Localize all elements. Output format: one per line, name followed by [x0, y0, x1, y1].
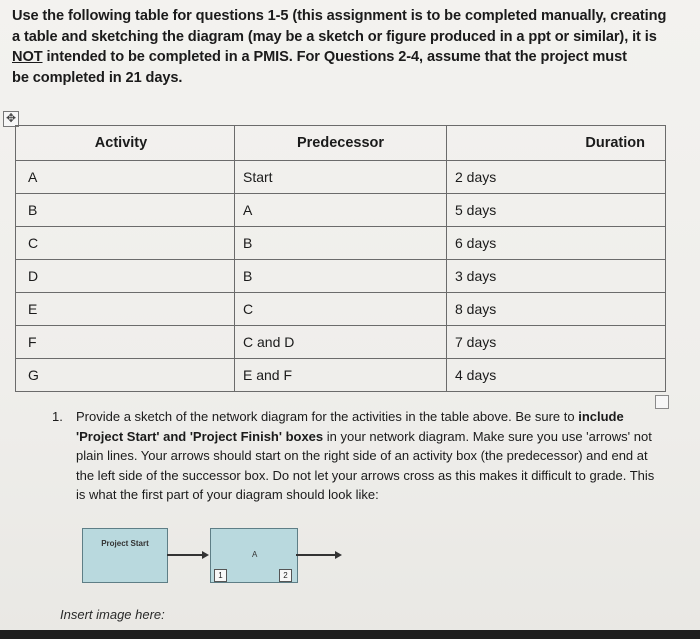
- screen-bottom-edge: [0, 630, 700, 639]
- cell-predecessor[interactable]: B: [235, 227, 447, 260]
- table-row: [16, 227, 666, 260]
- cell-activity[interactable]: G: [16, 359, 235, 392]
- cell-activity[interactable]: B: [16, 194, 235, 227]
- project-start-box: [82, 528, 168, 583]
- cell-activity[interactable]: D: [16, 260, 235, 293]
- cell-duration[interactable]: 7 days: [447, 326, 666, 359]
- cell-activity[interactable]: E: [16, 293, 235, 326]
- diagram-marker-1: 1: [214, 569, 227, 582]
- diagram-marker-2: 2: [279, 569, 292, 582]
- cell-activity[interactable]: A: [16, 161, 235, 194]
- cell-activity[interactable]: C: [16, 227, 235, 260]
- table-row: [16, 293, 666, 326]
- cell-predecessor[interactable]: B: [235, 260, 447, 293]
- insert-image-placeholder[interactable]: Insert image here:: [60, 607, 165, 622]
- activity-a-label: A: [252, 550, 258, 559]
- cell-predecessor[interactable]: A: [235, 194, 447, 227]
- question-1: [52, 407, 662, 505]
- instructions-paragraph: [12, 6, 682, 88]
- header-duration: Duration: [447, 126, 666, 161]
- instructions-line-4: be completed in 21 days.: [12, 69, 183, 86]
- header-predecessor: Predecessor: [235, 126, 447, 161]
- table-row: [16, 260, 666, 293]
- table-header-row: [16, 126, 666, 161]
- cell-duration[interactable]: 4 days: [447, 359, 666, 392]
- cell-duration[interactable]: 2 days: [447, 161, 666, 194]
- cell-duration[interactable]: 5 days: [447, 194, 666, 227]
- cell-duration[interactable]: 8 days: [447, 293, 666, 326]
- cell-predecessor[interactable]: C: [235, 293, 447, 326]
- question-1-part2: in your network diagram. Make sure you use 'arrows' not plain lines. Your arrows should start on the right side of an activity box (the predecessor) and end at the left side of the successor box. Do not let your arrows cross as this makes it difficult to grade. This is what the first part of your diagram should look like:: [76, 428, 655, 502]
- table-row: [16, 161, 666, 194]
- instructions-line-3: [12, 47, 682, 68]
- project-start-label: Project Start: [101, 539, 149, 548]
- question-1-text: [76, 407, 662, 505]
- header-activity: Activity: [16, 126, 235, 161]
- question-1-emphasis: include 'Project Start' and 'Project Finish' boxes: [76, 409, 624, 444]
- cell-predecessor[interactable]: E and F: [235, 359, 447, 392]
- cell-predecessor[interactable]: Start: [235, 161, 447, 194]
- question-number: 1.: [52, 409, 63, 424]
- move-handle-icon[interactable]: ✥: [3, 111, 19, 127]
- question-1-part1: Provide a sketch of the network diagram for the activities in the table above. Be sure to: [76, 409, 579, 424]
- arrow-from-a: [296, 554, 336, 556]
- activity-a-box: [210, 528, 298, 583]
- not-emphasis: NOT: [12, 49, 43, 65]
- instructions-line-3-rest: intended to be completed in a PMIS. For Questions 2-4, assume that the project must: [42, 49, 627, 65]
- table-row: [16, 359, 666, 392]
- table-row: [16, 326, 666, 359]
- instructions-line-1: Use the following table for questions 1-5 (this assignment is to be completed manually, creating: [12, 8, 667, 24]
- instructions-line-2: a table and sketching the diagram (may be a sketch or figure produced in a ppt or similar), it is: [12, 28, 657, 45]
- arrow-start-to-a: [167, 554, 203, 556]
- table-row: [16, 194, 666, 227]
- cell-activity[interactable]: F: [16, 326, 235, 359]
- cell-duration[interactable]: 6 days: [447, 227, 666, 260]
- cell-duration[interactable]: 3 days: [447, 260, 666, 293]
- cell-predecessor[interactable]: C and D: [235, 326, 447, 359]
- activity-table: [15, 125, 666, 392]
